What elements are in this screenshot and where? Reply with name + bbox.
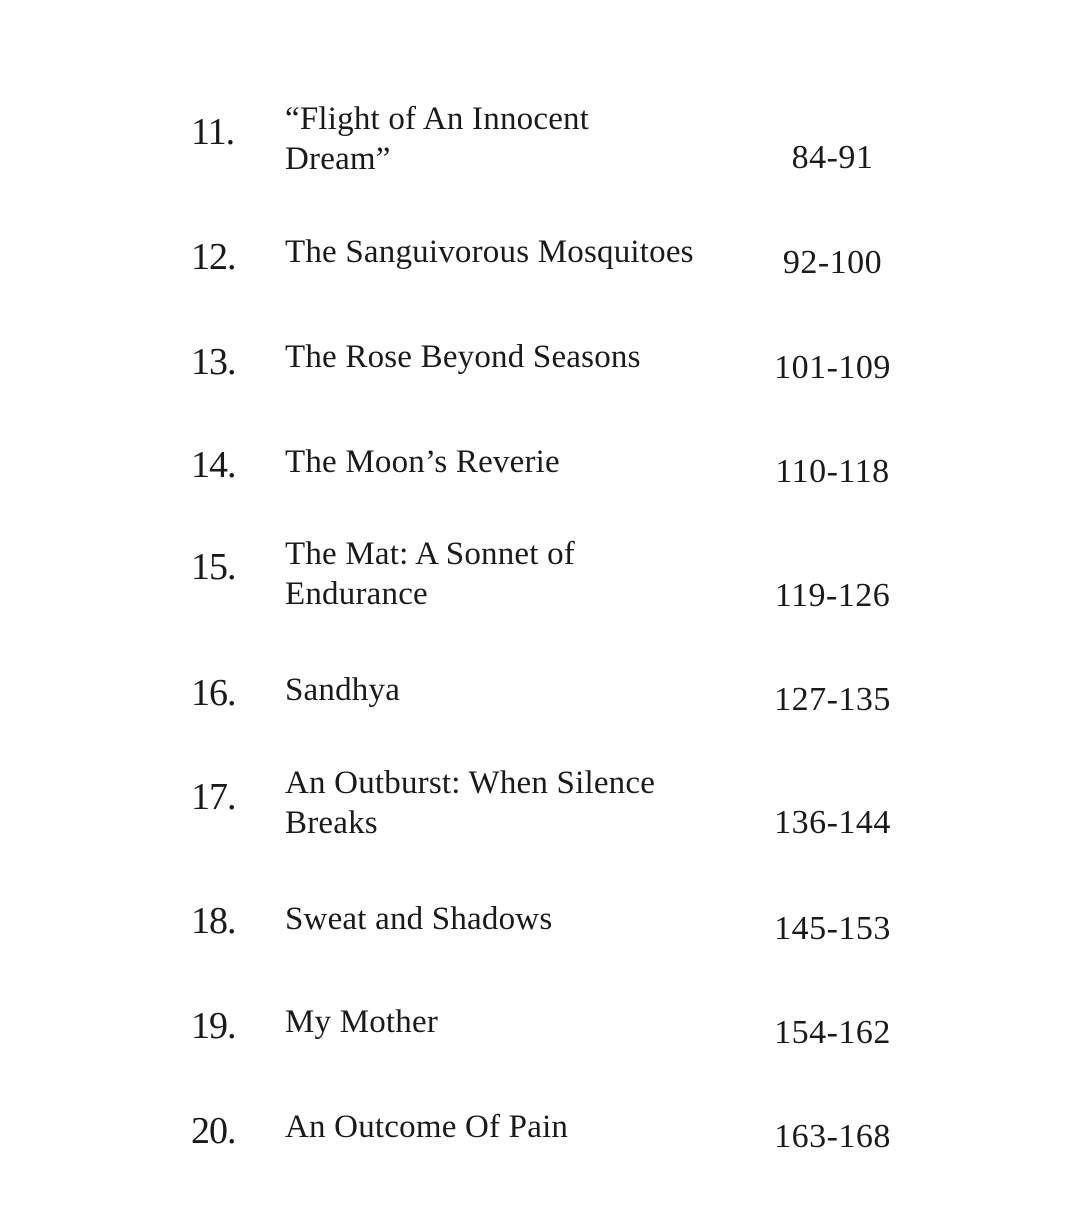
entry-page-range: 92-100 [782, 244, 883, 281]
entry-title-line: The Moon’s Reverie [285, 444, 560, 480]
entry-title [285, 1107, 745, 1147]
entry-title-line: An Outburst: When Silence [285, 765, 656, 801]
entry-page-range: 163-168 [774, 1118, 891, 1155]
toc-entry [0, 442, 1079, 542]
entry-number: 18. [191, 900, 236, 942]
entry-title [285, 232, 745, 272]
entry-title-line: Sandhya [285, 672, 401, 708]
entry-title [285, 763, 745, 843]
toc-entry [0, 536, 1079, 636]
entry-number: 14. [191, 444, 236, 486]
entry-title-line: My Mother [285, 1004, 439, 1040]
toc-entry [0, 100, 1079, 200]
entry-page-range: 127-135 [774, 681, 891, 718]
entry-title-line: Endurance [285, 576, 428, 612]
entry-page-range: 119-126 [774, 577, 891, 614]
entry-title [285, 670, 745, 710]
toc-entry [0, 232, 1079, 332]
toc-entry [0, 670, 1079, 770]
entry-title [285, 442, 745, 482]
entry-title [285, 99, 745, 179]
entry-page-range: 101-109 [774, 349, 891, 386]
entry-title-line: The Sanguivorous Mosquitoes [285, 234, 694, 270]
toc-entry [0, 1003, 1079, 1103]
entry-number: 20. [191, 1110, 236, 1152]
entry-title-line: Dream” [285, 141, 391, 177]
entry-title [285, 534, 745, 614]
entry-title-line: The Rose Beyond Seasons [285, 339, 641, 375]
entry-title-line: An Outcome Of Pain [285, 1109, 569, 1145]
entry-number: 15. [191, 546, 236, 588]
entry-page-range: 145-153 [774, 910, 891, 947]
toc-entry [0, 765, 1079, 865]
entry-title [285, 899, 745, 939]
entry-page-range: 110-118 [775, 453, 890, 490]
entry-number: 19. [191, 1005, 236, 1047]
entry-number: 11. [191, 111, 235, 153]
entry-number: 12. [191, 236, 236, 278]
toc-entry [0, 337, 1079, 437]
toc-entry [0, 899, 1079, 999]
entry-page-range: 136-144 [774, 804, 891, 841]
entry-title [285, 1002, 745, 1042]
entry-number: 17. [191, 776, 236, 818]
entry-title-line: The Mat: A Sonnet of [285, 536, 575, 572]
entry-title-line: “Flight of An Innocent [285, 101, 590, 137]
toc-entry [0, 1108, 1079, 1208]
entry-number: 13. [191, 341, 236, 383]
entry-number: 16. [191, 672, 236, 714]
entry-page-range: 84-91 [791, 139, 874, 176]
entry-title-line: Sweat and Shadows [285, 901, 553, 937]
entry-title [285, 337, 745, 377]
entry-title-line: Breaks [285, 805, 378, 841]
entry-page-range: 154-162 [774, 1014, 891, 1051]
